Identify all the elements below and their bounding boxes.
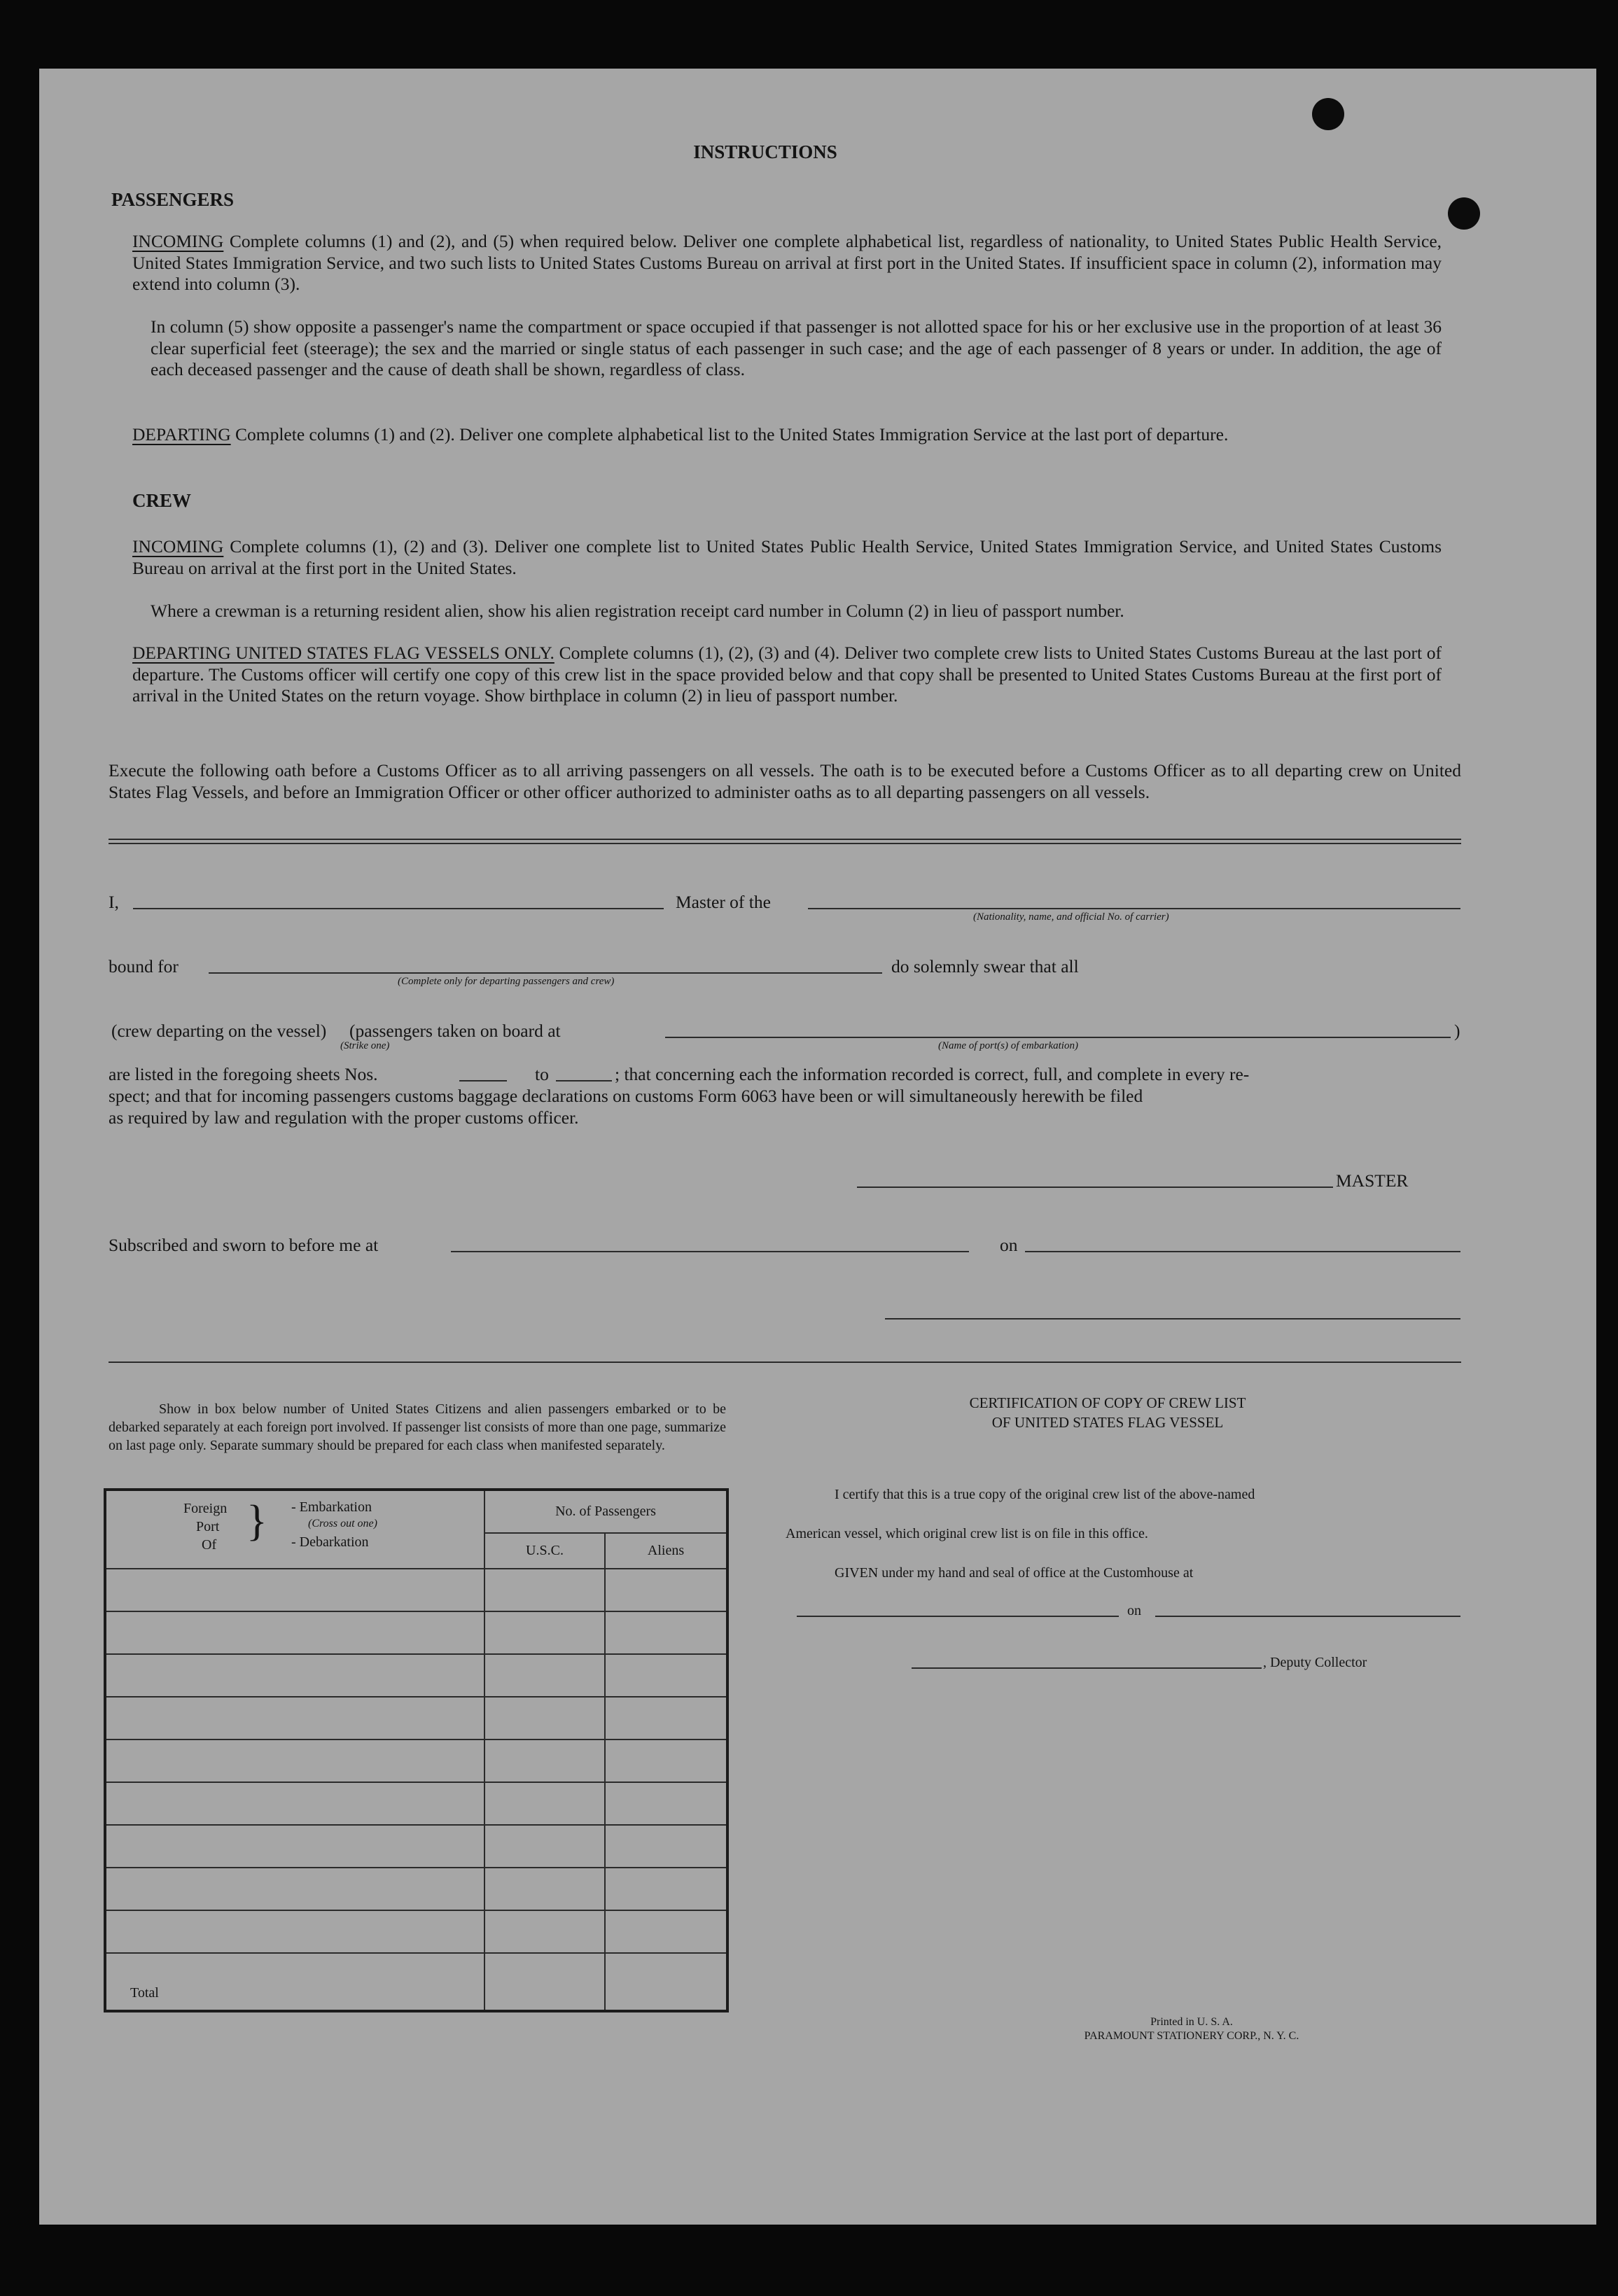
port-cell[interactable] — [105, 1569, 484, 1611]
punch-hole — [1312, 98, 1344, 130]
printer-name: PARAMOUNT STATIONERY CORP., N. Y. C. — [1084, 2030, 1299, 2042]
usc-cell[interactable] — [484, 1569, 605, 1611]
american-vessel-text: American vessel, which original crew list is on file in this office. — [786, 1526, 1148, 1541]
sworn-place-field[interactable] — [451, 1251, 969, 1252]
form-page — [39, 69, 1596, 2225]
master-of-the-label: Master of the — [676, 892, 771, 912]
usc-cell[interactable] — [484, 1611, 605, 1654]
crewman-instruction: Where a crewman is a returning resident alien, show his alien registration receipt card number in Column (2) in lieu of passport number. — [151, 601, 1124, 621]
oath-intro: Execute the following oath before a Customs Officer as to all arriving passengers on all vessels. The oath is to be executed before a Customs Officer as to all departing crew on United States Flag Vessels, and before an Immigration Officer or other officer authorized to administer oaths as to all departing passengers on all vessels. — [109, 760, 1461, 802]
table-row — [105, 1569, 727, 1611]
crew-departing-text: Complete columns (1), (2), (3) and (4). Deliver two complete crew lists to United States Customs Bureau at the last port of departure. The Customs officer will certify one copy of this crew list in the space provided below and that copy shall be presented to United States Customs Bureau at the first port of arrival in the United States on the return voyage. Show birthplace in column (2) in lieu of passport number. — [132, 643, 1442, 706]
table-row — [105, 1782, 727, 1825]
aliens-total-cell[interactable] — [605, 1953, 727, 2011]
divider — [109, 843, 1461, 844]
usc-header: U.S.C. — [484, 1533, 605, 1569]
officer-signature-field[interactable] — [885, 1318, 1460, 1320]
crew-incoming-text: Complete columns (1), (2) and (3). Deliver one complete list to United States Public Health Service, United States Immigration Service, and United States Customs Bureau on arrival at the first port in the United States. — [132, 536, 1442, 578]
to-label: to — [535, 1064, 549, 1084]
master-signature-field[interactable] — [857, 1186, 1333, 1188]
passengers-departing-instruction — [132, 424, 1442, 446]
deputy-collector-signature-field[interactable] — [912, 1667, 1262, 1669]
debarkation-label: - Debarkation — [291, 1534, 369, 1550]
on-label: on — [1000, 1235, 1018, 1255]
crew-departing-option: (crew departing on the vessel) — [111, 1021, 327, 1041]
listed-rest: ; that concerning each the information recorded is correct, full, and complete in every re- — [615, 1064, 1250, 1084]
aliens-cell[interactable] — [605, 1697, 727, 1740]
port-cell[interactable] — [105, 1910, 484, 1953]
certification-title-line1: CERTIFICATION OF COPY OF CREW LIST — [969, 1394, 1246, 1411]
listed-line-3: as required by law and regulation with the proper customs officer. — [109, 1107, 579, 1128]
table-row — [105, 1825, 727, 1868]
certification-title-line2: OF UNITED STATES FLAG VESSEL — [991, 1414, 1224, 1431]
printed-in-usa: Printed in U. S. A. — [1150, 2016, 1233, 2028]
summary-note: Show in box below number of United States Citizens and alien passengers embarked or to be debarked separately at each foreign port involved. If passenger list consists of more than one page, summarize on last page only. Separate summary should be prepared for each class when manifested separately. — [109, 1401, 726, 1453]
bound-for-label: bound for — [109, 956, 179, 976]
table-row — [105, 1697, 727, 1740]
aliens-cell[interactable] — [605, 1569, 727, 1611]
table-row — [105, 1654, 727, 1697]
passengers-taken-option: (passengers taken on board at — [349, 1021, 561, 1041]
table-row — [105, 1740, 727, 1782]
divider — [109, 1362, 1461, 1363]
port-header-cell — [105, 1490, 484, 1569]
table-row — [105, 1611, 727, 1654]
sworn-date-field[interactable] — [1025, 1251, 1460, 1252]
swear-text: do solemnly swear that all — [891, 956, 1079, 976]
cross-out-label: (Cross out one) — [308, 1518, 377, 1530]
passenger-summary-table — [104, 1488, 729, 2012]
port-label: Port — [196, 1519, 220, 1534]
passengers-heading: PASSENGERS — [111, 189, 235, 210]
sheet-from-field[interactable] — [459, 1080, 507, 1082]
punch-hole — [1448, 197, 1480, 230]
strike-caption: (Strike one) — [340, 1040, 390, 1051]
port-cell[interactable] — [105, 1697, 484, 1740]
usc-cell[interactable] — [484, 1782, 605, 1825]
ports-caption: (Name of port(s) of embarkation) — [938, 1040, 1078, 1051]
column5-instruction: In column (5) show opposite a passenger's name the compartment or space occupied if that passenger is not allotted space for his or her exclusive use in the proportion of at least 36 clear superficial feet (steerage); the sex and the married or single status of each passenger in such case; and the age of each passenger of 8 years or under. In addition, the age of each deceased passenger and the cause of death shall be shown, regardless of class. — [151, 316, 1442, 379]
port-cell[interactable] — [105, 1654, 484, 1697]
port-cell[interactable] — [105, 1782, 484, 1825]
departing-text: Complete columns (1) and (2). Deliver one complete alphabetical list to the United States Immigration Service at the last port of departure. — [235, 424, 1229, 444]
crew-departing-label: DEPARTING UNITED STATES FLAG VESSELS ONLY. — [132, 643, 555, 663]
usc-cell[interactable] — [484, 1910, 605, 1953]
usc-cell[interactable] — [484, 1740, 605, 1782]
aliens-cell[interactable] — [605, 1740, 727, 1782]
brace-glyph: } — [246, 1497, 267, 1545]
passengers-incoming-instruction — [132, 231, 1442, 295]
aliens-cell[interactable] — [605, 1868, 727, 1910]
embarkation-ports-field[interactable] — [665, 1037, 1451, 1038]
incoming-text: Complete columns (1) and (2), and (5) when required below. Deliver one complete alphabetical list, regardless of nationality, to United States Public Health Service, United States Immigration Service, and two such lists to United States Customs Bureau on arrival at first port in the United States. If insufficient space in column (2), information may extend into column (3). — [132, 231, 1442, 294]
of-label: Of — [202, 1537, 217, 1553]
cert-on-label: on — [1127, 1603, 1141, 1618]
crew-incoming-label: INCOMING — [132, 536, 224, 556]
foreign-label: Foreign — [183, 1501, 228, 1516]
total-label: Total — [105, 1953, 484, 2011]
port-cell[interactable] — [105, 1868, 484, 1910]
given-text: GIVEN under my hand and seal of office at the Customhouse at — [835, 1565, 1194, 1581]
customhouse-field[interactable] — [797, 1616, 1119, 1617]
crew-incoming-instruction — [132, 536, 1442, 579]
bound-for-caption: (Complete only for departing passengers and crew) — [398, 976, 615, 987]
usc-cell[interactable] — [484, 1654, 605, 1697]
master-label: MASTER — [1336, 1170, 1409, 1191]
carrier-field[interactable] — [808, 908, 1460, 909]
listed-line-2: spect; and that for incoming passengers customs baggage declarations on customs Form 6063 have been or will simultaneously herewith be filed — [109, 1086, 1143, 1106]
departing-label: DEPARTING — [132, 424, 231, 444]
listed-prefix: are listed in the foregoing sheets Nos. — [109, 1064, 378, 1084]
deputy-collector-label: , Deputy Collector — [1263, 1655, 1367, 1670]
aliens-cell[interactable] — [605, 1910, 727, 1953]
embarkation-label: - Embarkation — [291, 1499, 372, 1515]
sheet-to-field[interactable] — [556, 1080, 612, 1082]
port-cell[interactable] — [105, 1740, 484, 1782]
aliens-cell[interactable] — [605, 1825, 727, 1868]
table-row — [105, 1910, 727, 1953]
oath-i-label: I, — [109, 892, 119, 912]
table-row — [105, 1868, 727, 1910]
incoming-label: INCOMING — [132, 231, 224, 251]
instructions-title: INSTRUCTIONS — [693, 141, 837, 162]
crew-departing-instruction — [132, 643, 1442, 707]
usc-total-cell[interactable] — [484, 1953, 605, 2011]
crew-heading: CREW — [132, 490, 192, 511]
aliens-cell[interactable] — [605, 1654, 727, 1697]
bound-for-field[interactable] — [209, 972, 882, 974]
usc-cell[interactable] — [484, 1697, 605, 1740]
carrier-caption: (Nationality, name, and official No. of carrier) — [973, 911, 1169, 923]
usc-cell[interactable] — [484, 1868, 605, 1910]
master-name-field[interactable] — [133, 908, 664, 909]
aliens-cell[interactable] — [605, 1782, 727, 1825]
close-paren: ) — [1454, 1021, 1460, 1041]
usc-cell[interactable] — [484, 1825, 605, 1868]
cert-date-field[interactable] — [1155, 1616, 1460, 1617]
no-passengers-header: No. of Passengers — [484, 1490, 727, 1533]
certify-text: I certify that this is a true copy of the original crew list of the above-named — [835, 1487, 1255, 1502]
divider — [109, 839, 1461, 840]
aliens-header: Aliens — [605, 1533, 727, 1569]
port-cell[interactable] — [105, 1611, 484, 1654]
total-row — [105, 1953, 727, 2011]
aliens-cell[interactable] — [605, 1611, 727, 1654]
port-cell[interactable] — [105, 1825, 484, 1868]
subscribed-label: Subscribed and sworn to before me at — [109, 1235, 379, 1255]
